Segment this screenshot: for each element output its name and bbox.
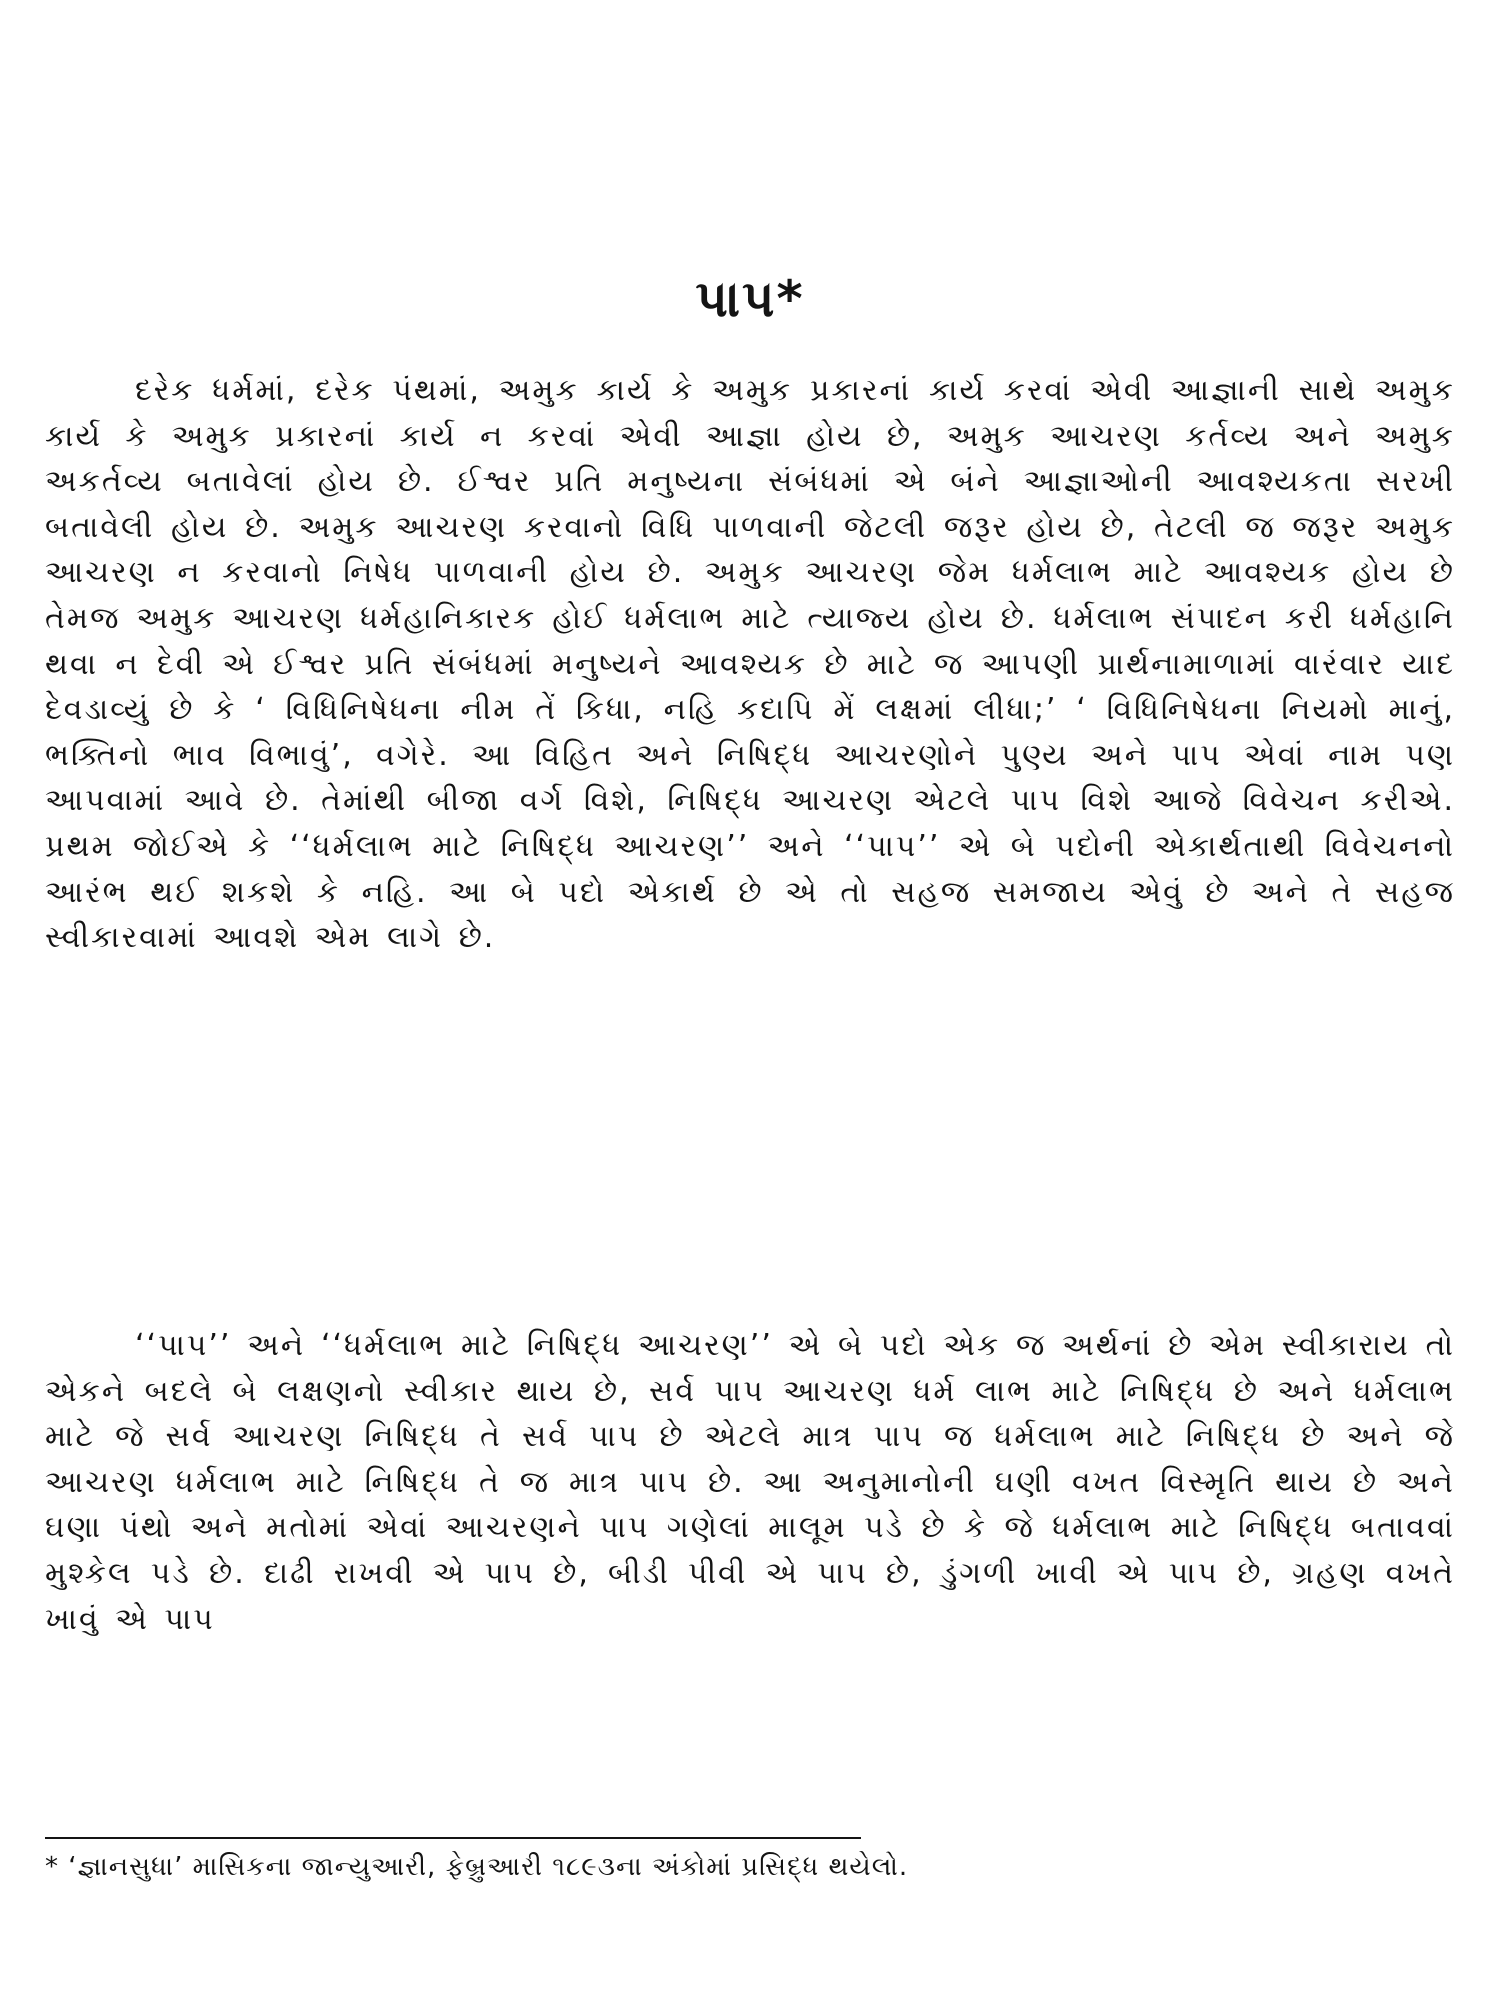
document-page (45, 0, 1455, 2000)
footnote: * ‘જ્ઞાનસુધા’ માસિકના જાન્યુઆરી, ફેબ્રુઆરી ૧૮૯૩ના અંકોમાં પ્રસિદ્ધ થયેલો. (45, 1852, 909, 1882)
paragraph-2: ‘‘પાપ’’ અને ‘‘ધર્મલાભ માટે નિષિદ્ધ આચરણ’’ એ બે પદો એક જ અર્થનાં છે એમ સ્વીકારાય તો એકને બદલે બે લક્ષણનો સ્વીકાર થાય છે, સર્વ પાપ આચરણ ધર્મ લાભ માટે નિષિદ્ધ છે અને ધર્મલાભ માટે જે સર્વ આચરણ નિષિદ્ધ તે સર્વ પાપ છે એટલે માત્ર પાપ જ ધર્મલાભ માટે નિષિદ્ધ છે અને જે આચરણ ધર્મલાભ માટે નિષિદ્ધ તે જ માત્ર પાપ છે. આ અનુમાનોની ઘણી વખત વિસ્મૃતિ થાય છે અને ઘણા પંથો અને મતોમાં એવાં આચરણને પાપ ગણેલાં માલૂમ પડે છે કે જે ધર્મલાભ માટે નિષિદ્ધ બતાવવાં મુશ્કેલ પડે છે. દાઢી રાખવી એ પાપ છે, બીડી પીવી એ પાપ છે, ડુંગળી ખાવી એ પાપ છે, ગ્રહણ વખતે ખાવું એ પાપ (45, 1328, 1455, 1637)
page-title: પાપ* (695, 270, 805, 328)
paragraph-1: દરેક ધર્મમાં, દરેક પંથમાં, અમુક કાર્ય કે અમુક પ્રકારનાં કાર્ય કરવાં એવી આજ્ઞાની સાથે અમુક કાર્ય કે અમુક પ્રકારનાં કાર્ય ન કરવાં એવી આજ્ઞા હોય છે, અમુક આચરણ કર્તવ્ય અને અમુક અકર્તવ્ય બતાવેલાં હોય છે. ઈશ્વર પ્રતિ મનુષ્યના સંબંધમાં એ બંને આજ્ઞાઓની આવશ્યકતા સરખી બતાવેલી હોય છે. અમુક આચરણ કરવાનો વિધિ પાળવાની જેટલી જરૂર હોય છે, તેટલી જ જરૂર અમુક આચરણ ન કરવાનો નિષેધ પાળવાની હોય છે. અમુક આચરણ જેમ ધર્મલાભ માટે આવશ્યક હોય છે તેમજ અમુક આચરણ ધર્મહાનિકારક હોઈ ધર્મલાભ માટે ત્યાજ્ય હોય છે. ધર્મલાભ સંપાદન કરી ધર્મહાનિ થવા ન દેવી એ ઈશ્વર પ્રતિ સંબંધમાં મનુષ્યને આવશ્યક છે માટે જ આપણી પ્રાર્થનામાળામાં વારંવાર યાદ દેવડાવ્યું છે કે ‘ વિધિનિષેધના નીમ તેં કિધા, નહિ કદાપિ મેં લક્ષમાં લીધા;’ ‘ વિધિનિષેધના નિયમો માનું, ભક્તિનો ભાવ વિભાવું’, વગેરે. આ વિહિત અને નિષિદ્ધ આચરણોને પુણ્ય અને પાપ એવાં નામ પણ આપવામાં આવે છે. તેમાંથી બીજા વર્ગ વિશે, નિષિદ્ધ આચરણ એટલે પાપ વિશે આજે વિવેચન કરીએ. પ્રથમ જોઈએ કે ‘‘ધર્મલાભ માટે નિષિદ્ધ આચરણ’’ અને ‘‘પાપ’’ એ બે પદોની એકાર્થતાથી વિવેચનનો આરંભ થઈ શકશે કે નહિ. આ બે પદો એકાર્થ છે એ તો સહજ સમજાય એવું છે અને તે સહજ સ્વીકારવામાં આવશે એમ લાગે છે. (45, 373, 1455, 956)
footnote-divider (45, 1837, 861, 1839)
